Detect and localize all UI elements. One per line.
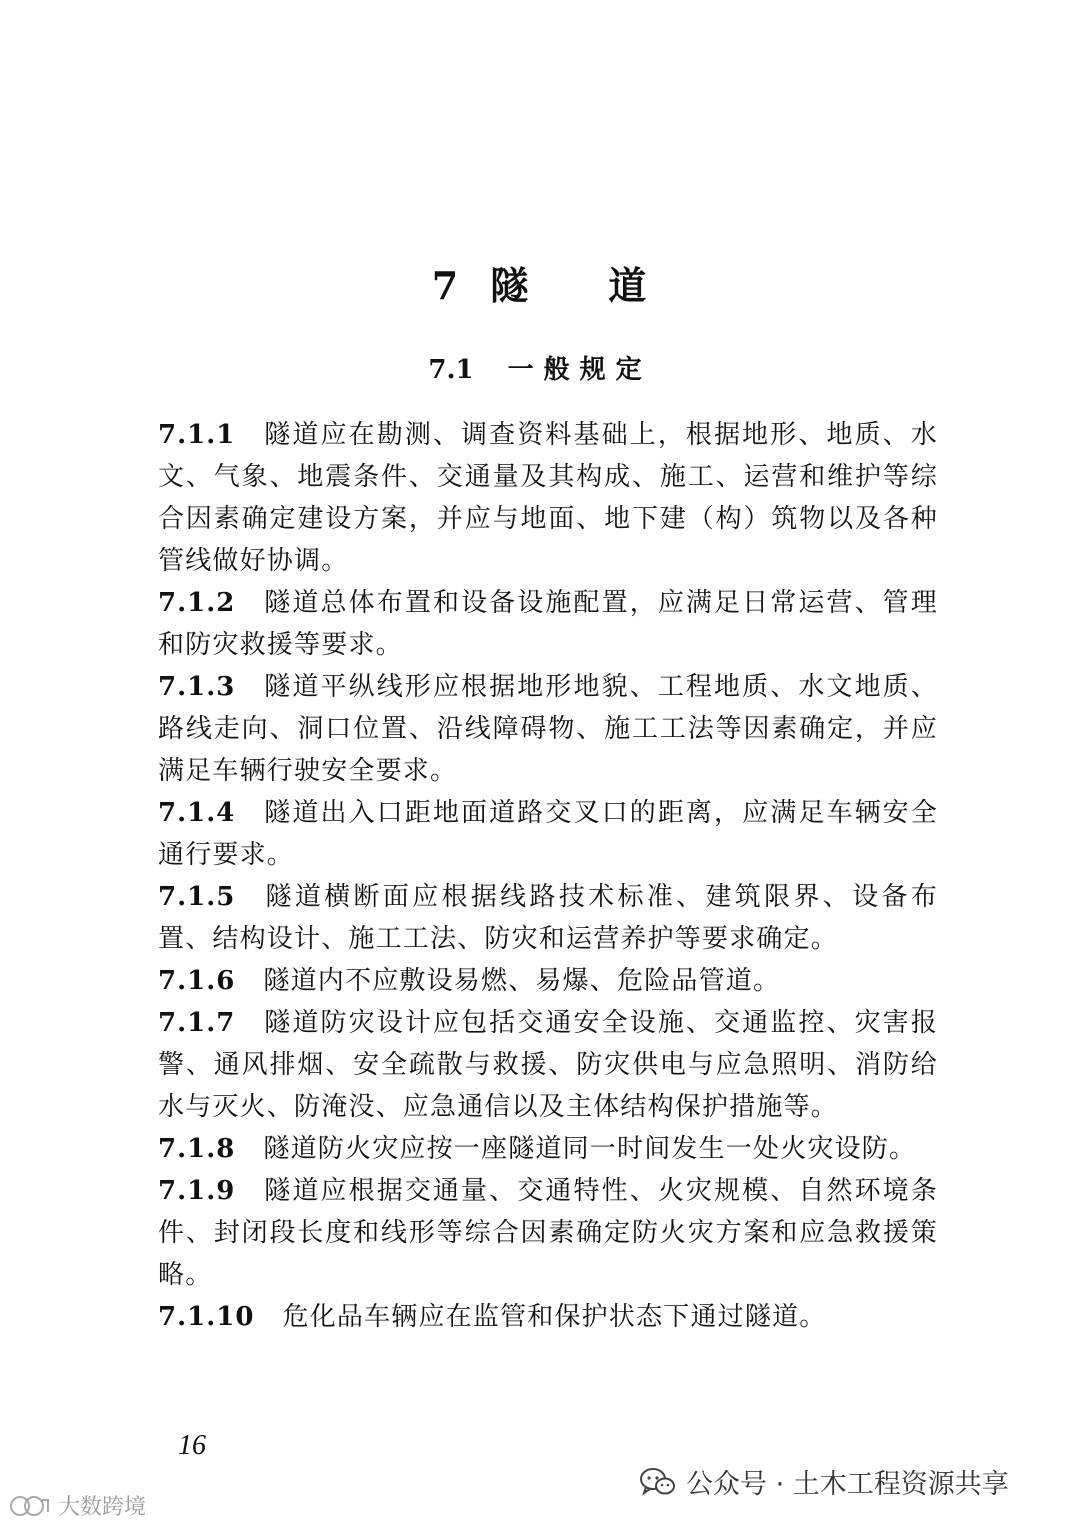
clause-number: 7.1.8	[158, 1134, 236, 1164]
watermark-right-text: 公众号 · 土木工程资源共享	[686, 1469, 1009, 1500]
clause	[158, 792, 938, 876]
clause-number: 7.1.4	[158, 798, 236, 828]
clause-number: 7.1.9	[158, 1176, 236, 1206]
section-number: 7.1	[428, 355, 474, 385]
clause	[158, 1170, 938, 1296]
clause-number: 7.1.10	[158, 1302, 255, 1332]
clause	[158, 960, 938, 1002]
clause-text: 危化品车辆应在监管和保护状态下通过隧道。	[282, 1302, 827, 1332]
clause-text: 隧道内不应敷设易燃、易爆、危险品管道。	[263, 966, 781, 996]
clause	[158, 666, 938, 792]
chapter-title-word-2: 道	[608, 263, 649, 308]
clause	[158, 1002, 938, 1128]
clause-number: 7.1.2	[158, 588, 236, 618]
clause-text: 隧道总体布置和设备设施配置，应满足日常运营、管理和防灾救援等要求。	[158, 588, 938, 660]
section-title-text: 一般规定	[507, 355, 652, 385]
clause-number: 7.1.3	[158, 672, 236, 702]
clause-list	[158, 414, 938, 1338]
clause-number: 7.1.5	[158, 882, 236, 912]
clause	[158, 1128, 938, 1170]
chapter-title	[0, 258, 1080, 314]
clause-number: 7.1.1	[158, 420, 236, 450]
watermark-wechat	[640, 1462, 1009, 1501]
clause	[158, 1296, 938, 1338]
section-title	[0, 348, 1080, 392]
chapter-title-word-1: 隧	[490, 263, 531, 308]
clause	[158, 414, 938, 582]
clause-text: 隧道横断面应根据线路技术标准、建筑限界、设备布置、结构设计、施工工法、防灾和运营养护等要求确定。	[158, 882, 938, 954]
chapter-number: 7	[431, 263, 461, 308]
clause-text: 隧道出入口距地面道路交叉口的距离，应满足车辆安全通行要求。	[158, 798, 938, 870]
clause-text: 隧道平纵线形应根据地形地貌、工程地质、水文地质、路线走向、洞口位置、沿线障碍物、施工工法等因素确定，并应满足车辆行驶安全要求。	[158, 672, 938, 786]
clause-text: 隧道应根据交通量、交通特性、火灾规模、自然环境条件、封闭段长度和线形等综合因素确定防火灾方案和应急救援策略。	[158, 1176, 938, 1290]
wechat-icon	[640, 1467, 676, 1497]
clause-number: 7.1.6	[158, 966, 236, 996]
clause-text: 隧道防火灾应按一座隧道同一时间发生一处火灾设防。	[263, 1134, 917, 1164]
clause-number: 7.1.7	[158, 1008, 236, 1038]
watermark-brand	[8, 1490, 146, 1521]
watermark-left-text: 大数跨境	[58, 1495, 147, 1520]
clause-text: 隧道应在勘测、调查资料基础上，根据地形、地质、水文、气象、地震条件、交通量及其构成、施工、运营和维护等综合因素确定建设方案，并应与地面、地下建（构）筑物以及各种管线做好协调。	[158, 420, 938, 576]
clause-text: 隧道防灾设计应包括交通安全设施、交通监控、灾害报警、通风排烟、安全疏散与救援、防灾供电与应急照明、消防给水与灭火、防淹没、应急通信以及主体结构保护措施等。	[158, 1008, 938, 1122]
clause	[158, 876, 938, 960]
page-number: 16	[178, 1430, 206, 1461]
brand-logo-icon	[8, 1492, 52, 1520]
clause	[158, 582, 938, 666]
